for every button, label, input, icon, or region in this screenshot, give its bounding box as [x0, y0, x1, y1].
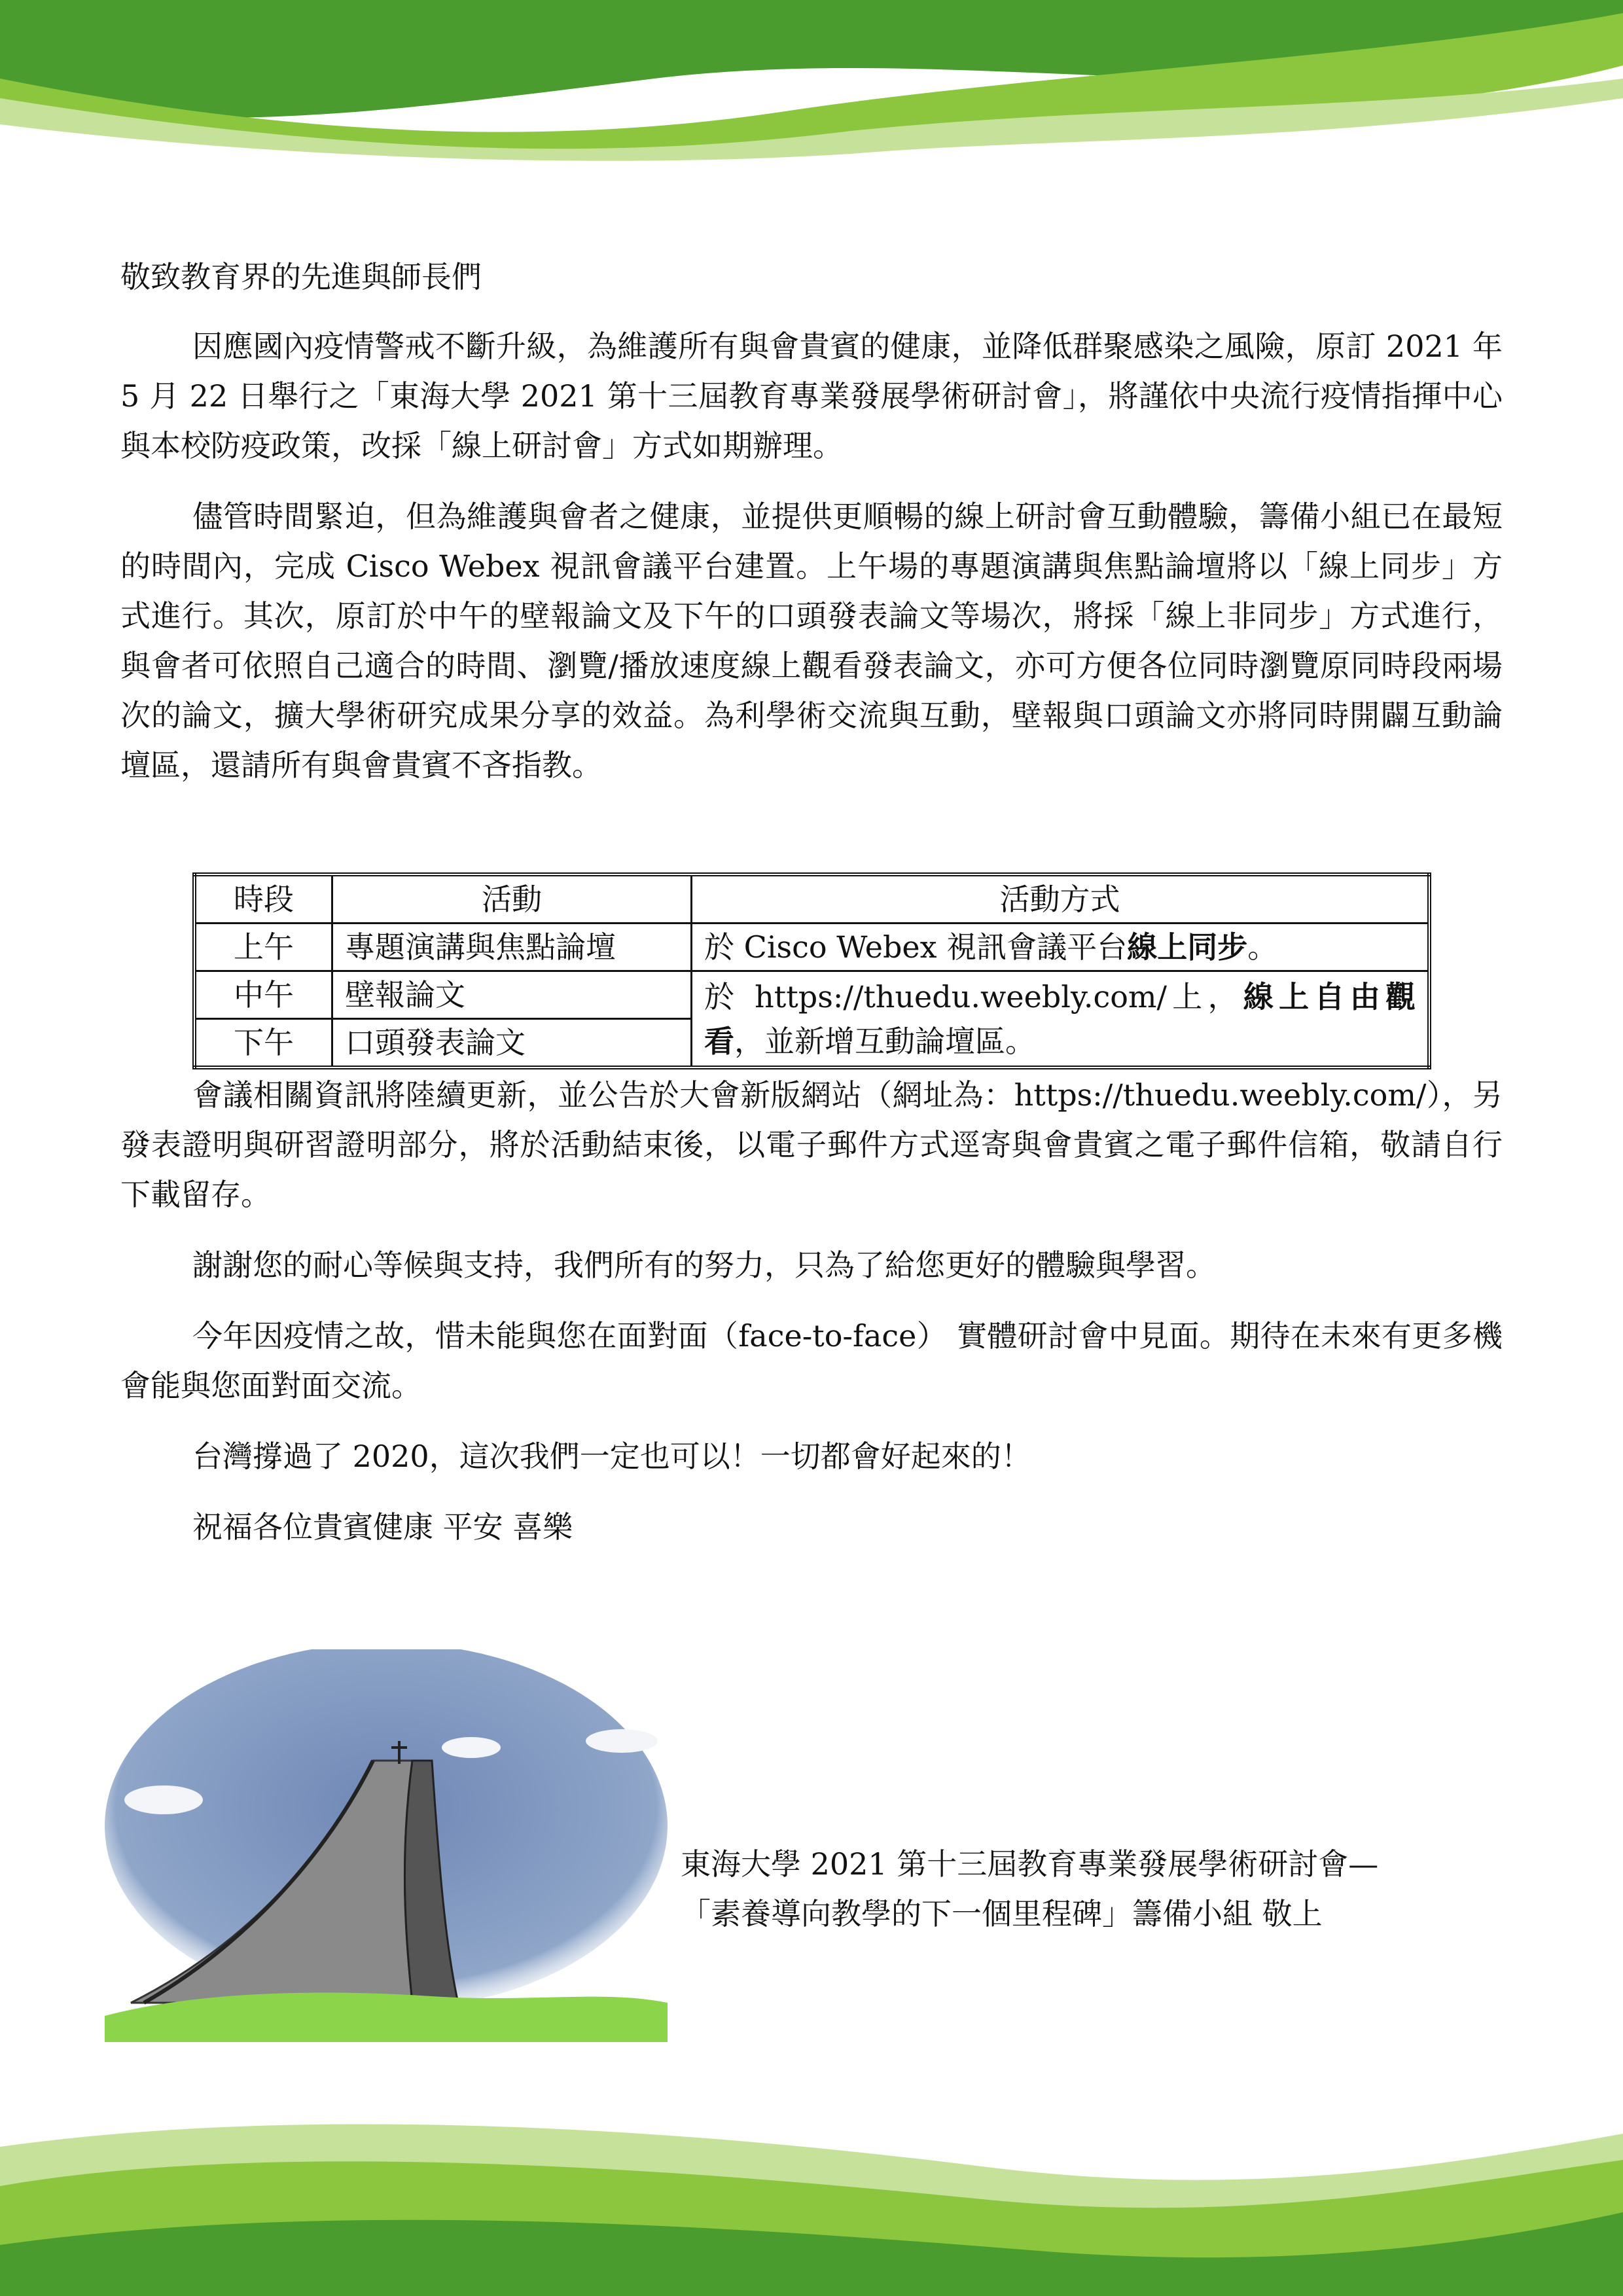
signature-line-2: 「素養導向教學的下一個里程碑」籌備小組 敬上 [681, 1896, 1323, 1931]
row-time: 中午 [194, 971, 332, 1019]
tunghai-church-illustration [105, 1649, 668, 2042]
signature-block [681, 1839, 1531, 1939]
row-activity: 專題演講與焦點論壇 [332, 924, 692, 971]
table-header-row [194, 874, 1429, 924]
header-activity: 活動 [332, 874, 692, 924]
paragraph-website-info: 會議相關資訊將陸續更新，並公告於大會新版網站（網址為：https://thuedu.weebly.com/），另發表證明與研習證明部分，將於活動結束後，以電子郵件方式逕寄與會貴賓之電子郵件信箱，敬請自行下載留存。 [120, 1077, 1503, 1212]
table-row [194, 924, 1429, 971]
bottom-green-wave-decoration [0, 2094, 1623, 2296]
method-async-bold: 線上自由觀看 [704, 978, 1416, 1059]
greeting: 敬致教育界的先進與師長們 [120, 259, 482, 295]
header-time: 時段 [194, 874, 332, 924]
schedule-table [192, 872, 1431, 1069]
row-method-async [692, 971, 1430, 1068]
row-time: 下午 [194, 1019, 332, 1068]
row-activity: 口頭發表論文 [332, 1019, 692, 1068]
paragraph-thanks: 謝謝您的耐心等候與支持，我們所有的努力，只為了給您更好的體驗與學習。 [192, 1247, 1216, 1283]
paragraph-blessing: 祝福各位貴賓健康 平安 喜樂 [192, 1509, 573, 1545]
method-sync-bold: 線上同步 [1127, 929, 1248, 965]
method-sync-end: 。 [1247, 929, 1278, 965]
paragraph-online-conference: 因應國內疫情警戒不斷升級，為維護所有與會貴賓的健康，並降低群聚感染之風險，原訂 2021 年 5 月 22 日舉行之「東海大學 2021 第十三屆教育專業發展學術研討會」，將謹依中央流行疫情指揮中心與本校防疫政策，改採「線上研討會」方式如期辦理。 [120, 329, 1503, 463]
paragraph-webex-setup: 儘管時間緊迫，但為維護與會者之健康，並提供更順暢的線上研討會互動體驗，籌備小組已在最短的時間內，完成 Cisco Webex 視訊會議平台建置。上午場的專題演講與焦點論壇將以「線上同步」方式進行。其次，原訂於中午的壁報論文及下午的口頭發表論文等場次，將採「線上非同步」方式進行，與會者可依照自己適合的時間、瀏覽/播放速度線上觀看發表論文，亦可方便各位同時瀏覽原同時段兩場次的論文，擴大學術研究成果分享的效益。為利學術交流與互動，壁報與口頭論文亦將同時開闢互動論壇區，還請所有與會貴賓不吝指教。 [120, 499, 1503, 783]
paragraph-taiwan-2020: 台灣撐過了 2020，這次我們一定也可以！一切都會好起來的！ [192, 1439, 1031, 1474]
paragraph-face-to-face: 今年因疫情之故，惜未能與您在面對面（face-to-face） 實體研討會中見面。期待在未來有更多機會能與您面對面交流。 [120, 1318, 1503, 1403]
row-time: 上午 [194, 924, 332, 971]
method-sync-text: 於 Cisco Webex 視訊會議平台 [704, 929, 1128, 965]
header-method: 活動方式 [692, 874, 1430, 924]
method-async-end: ，並新增互動論壇區。 [734, 1023, 1035, 1059]
table-row [194, 971, 1429, 1019]
method-async-text: 於 https://thuedu.weebly.com/上， [704, 978, 1243, 1014]
row-method-sync [692, 924, 1430, 971]
signature-line-1: 東海大學 2021 第十三屆教育專業發展學術研討會— [681, 1846, 1379, 1882]
top-green-wave-decoration [0, 0, 1623, 164]
row-activity: 壁報論文 [332, 971, 692, 1019]
